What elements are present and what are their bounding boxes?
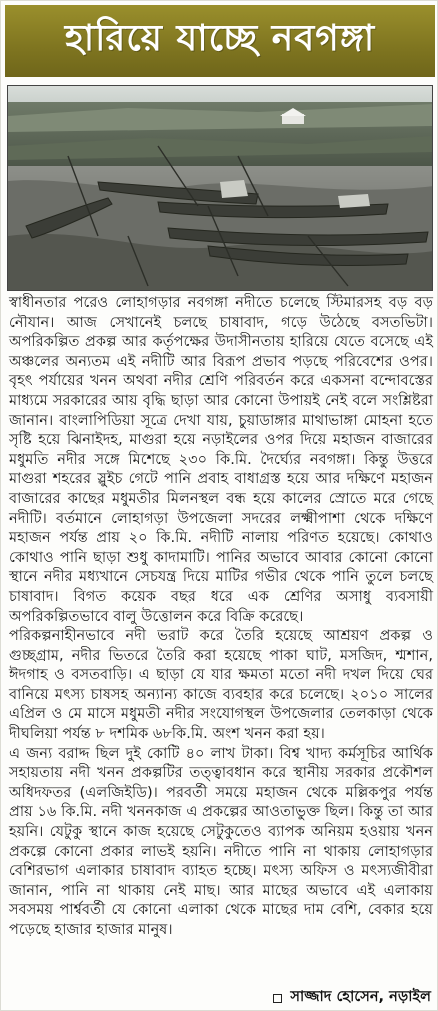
byline-text: সাজ্জাদ হোসেন, নড়াইল bbox=[290, 988, 431, 1005]
river-photo bbox=[7, 85, 433, 291]
headline-band bbox=[5, 5, 435, 77]
article-body bbox=[9, 293, 433, 940]
article-headline: হারিয়ে যাচ্ছে নবগঙ্গা bbox=[64, 18, 376, 59]
article-paragraph: স্বাধীনতার পরেও লোহাগড়ার নবগঙ্গা নদীতে চলেছে স্টিমারসহ বড় বড় নৌযান। আজ সেখানেই চলছে চাষাবাদ, গড়ে উঠেছে বসতভিটা। অপরিকল্পিত প্রকল্প আর কর্তৃপক্ষের উদাসীনতায় হারিয়ে যেতে বসেছে এই অঞ্চলের অন্যতম এই নদীটি আর বিরূপ প্রভাব পড়ছে পরিবেশের ওপর। বৃহৎ পর্যায়ের খনন অথবা নদীর শ্রেণি পরিবর্তন করে একসনা বন্দোবস্তের মাধ্যমে সরকারের আয় বৃদ্ধি ছাড়া আর কোনো উপায়ই নেই বলে সংশ্লিষ্টরা জানান। বাংলাপিডিয়া সূত্রে দেখা যায়, চুয়াডাঙ্গার মাথাভাঙ্গা মোহনা হতে সৃষ্টি হয়ে ঝিনাইদহ, মাগুরা হয়ে নড়াইলের ওপর দিয়ে মহাজন বাজারের মধুমতি নদীর সঙ্গে মিশেছে ২৩০ কি.মি. দৈর্ঘ্যের নবগঙ্গা। কিন্তু উত্তরে মাগুরা শহরের স্লুইচ গেটে পানি প্রবাহ বাধাগ্রস্ত হয়ে আর দক্ষিণে মহাজন বাজারের কাছের মধুমতীর মিলনস্থল বন্ধ হয়ে কালের স্রোতে মরে গেছে নদীটি। বর্তমানে লোহাগড়া উপজেলা সদরের লক্ষ্মীপাশা থেকে দক্ষিণে মহাজন পর্যন্ত প্রায় ২০ কি.মি. নদীটি নালায় পরিণত হয়েছে। কোথাও কোথাও পানি ছাড়া শুধু কাদামাটি। পানির অভাবে আবার কোনো কোনো স্থানে নদীর মধ্যখানে সেচযন্ত্র দিয়ে মাটির গভীর থেকে পানি তুলে চলছে চাষাবাদ। বিগত কয়েক বছর ধরে এক শ্রেণির অসাধু ব্যবসায়ী অপরিকল্পিতভাবে বালু উত্তোলন করে বিক্রি করেছে। bbox=[9, 294, 433, 625]
article-byline bbox=[199, 986, 431, 1010]
article-paragraph: পরিকল্পনাহীনভাবে নদী ভরাট করে তৈরি হয়েছে আশ্রয়ণ প্রকল্প ও গুচ্ছগ্রাম, নদীর ভিতরে তৈরি করা হয়েছে পাকা ঘাট, মসজিদ, শ্মশান, ঈদগাহ ও বসতবাড়ি। এ ছাড়া যে যার ক্ষমতা মতো নদী দখল দিয়ে ঘের বানিয়ে মৎস্য চাষসহ অন্যান্য কাজে ব্যবহার করে চলেছে। ২০১০ সালের এপ্রিল ও মে মাসে মধুমতী নদীর সংযোগস্থল উপজেলার তেলকাড়া থেকে দীঘলিয়া পর্যন্ত ৮ দশমিক ৬৮কি.মি. অংশ খনন করা হয়। bbox=[9, 627, 433, 743]
article-paragraph: এ জন্য বরাদ্দ ছিল দুই কোটি ৪০ লাখ টাকা। বিশ্ব খাদ্য কর্মসূচির আর্থিক সহায়তায় নদী খনন প্রকল্পটির তত্ত্বাবধান করে স্থানীয় সরকার প্রকৌশল অধিদফতর (এলজিইডি)। পরবর্তী সময়ে মহাজন থেকে মল্লিকপুর পর্যন্ত প্রায় ১৬ কি.মি. নদী খননকাজ এ প্রকল্পের আওতাভুক্ত ছিল। কিন্তু তা আর হয়নি। যেটুকু স্থানে কাজ হয়েছে সেটুকুতেও ব্যাপক অনিয়ম হওয়ায় খনন প্রকল্পে কোনো প্রকার লাভই হয়নি। নদীতে পানি না থাকায় লোহাগড়ার বেশিরভাগ এলাকার চাষাবাদ ব্যাহত হচ্ছে। মৎস্য অফিস ও মৎস্যজীবীরা জানান, পানি না থাকায় নেই মাছ। আর মাছের অভাবে এই এলাকায় সবসময় পার্শ্ববর্তী যে কোনো এলাকা থেকে মাছের দাম বেশি, বেকার হয়ে পড়েছে হাজার হাজার মানুষ। bbox=[9, 744, 433, 938]
square-bullet-icon bbox=[273, 994, 282, 1003]
